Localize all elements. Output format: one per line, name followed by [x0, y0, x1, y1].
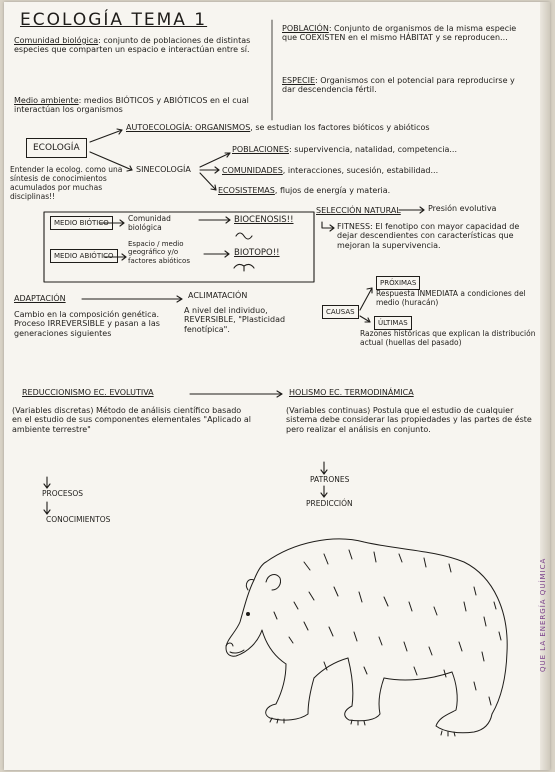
notebook-page [4, 2, 550, 770]
ultimas-box: ÚLTIMAS [374, 316, 412, 330]
autoecologia-line [126, 123, 526, 132]
poblaciones-branch [232, 145, 532, 154]
biotopo-label: BIOTOPO!! [234, 248, 280, 258]
medio-text: : medios BIÓTICOS y ABIÓTICOS en el cual interactúan los organismos [14, 96, 249, 115]
ecologia-box: ECOLOGÍA [26, 138, 87, 158]
autoecologia-label: AUTOECOLOGÍA: ORGANISMOS [126, 123, 251, 132]
patrones-label: PATRONES [310, 475, 350, 484]
arrow-ecosistemas [200, 173, 216, 190]
entender-note: Entender la ecolog. como una síntesis de conocimientos acumulados por muchas disciplinas!! [10, 165, 123, 201]
side-margin-text: QUE LA ENERGÍA QUÍMICA [539, 557, 547, 672]
aclimatacion-text: A nivel del individuo, REVERSIBLE, "Plasticidad fenotípica". [184, 306, 286, 334]
medio-definition [14, 96, 264, 115]
arrow-proximas [360, 288, 372, 310]
poblacion-text: : Conjunto de organismos de la misma especie que COEXISTEN en el mismo HÁBITAT y se reproducen... [282, 24, 517, 43]
presion-evolutiva: Presión evolutiva [428, 204, 497, 213]
biotico-middle: Comunidad biológica [128, 214, 171, 232]
arrow-poblaciones [200, 153, 230, 167]
poblacion-definition [282, 24, 522, 43]
sketch-layer [4, 2, 550, 770]
proximas-box: PRÓXIMAS [376, 276, 420, 290]
comunidades-branch [222, 166, 532, 175]
procesos-label: PROCESOS [42, 489, 84, 498]
fitness-definition: FITNESS: El fenotipo con mayor capacidad de dejar descendientes con características que mejoran la supervivencia. [337, 222, 520, 250]
comunidad-definition [14, 36, 264, 55]
especie-term: ESPECIE [282, 76, 316, 85]
especie-definition [282, 76, 522, 95]
arrow-autoecologia [90, 130, 122, 142]
ecosistemas-branch [218, 186, 528, 195]
bear-drawing [226, 539, 507, 736]
adaptacion-text: Cambio en la composición genética. Proceso IRREVERSIBLE y pasan a las generaciones siguientes [14, 310, 160, 338]
comunidad-text: : conjunto de poblaciones de distintas especies que comparten un espacio e interactúan entre sí. [14, 36, 251, 55]
medio-term: Medio ambiente [14, 96, 79, 105]
medio-biotico-box: MEDIO BIÓTICO [50, 216, 113, 230]
adaptacion-label: ADAPTACIÓN [14, 294, 66, 303]
comunidades-text: , interacciones, sucesión, estabilidad... [282, 166, 439, 175]
autoecologia-text: , se estudian los factores bióticos y abióticos [250, 123, 430, 132]
ultimas-text: Razones históricas que explican la distribución actual (huellas del pasado) [360, 329, 536, 347]
conocimientos-label: CONOCIMIENTOS [46, 515, 111, 524]
holismo-label: HOLISMO EC. TERMODINÁMICA [289, 388, 414, 397]
reduccionismo-label: REDUCCIONISMO EC. EVOLUTIVA [22, 388, 154, 397]
page-title: ECOLOGÍA TEMA 1 [20, 10, 208, 30]
holismo-text: (Variables continuas) Postula que el estudio de cualquier sistema debe considerar las propiedades y las partes de éste pero realizar el análisis en conjunto. [286, 406, 532, 434]
poblaciones-label: POBLACIONES [232, 145, 289, 154]
prediccion-label: PREDICCIÓN [306, 499, 353, 508]
poblacion-term: POBLACIÓN [282, 24, 329, 33]
abiotico-middle: Espacio / medio geográfico y/o factores abióticos [128, 240, 190, 265]
aclimatacion-label: ACLIMATACIÓN [188, 291, 248, 300]
seleccion-label: SELECCIÓN NATURAL [316, 206, 401, 215]
medio-abiotico-box: MEDIO ABIÓTICO [50, 249, 118, 263]
ecosistemas-label: ECOSISTEMAS [218, 186, 275, 195]
sinecologia-label: SINECOLOGÍA [136, 165, 191, 174]
causas-box: CAUSAS [322, 305, 359, 319]
proximas-text: Respuesta INMEDIATA a condiciones del medio (huracán) [376, 289, 526, 307]
comunidad-term: Comunidad biológica [14, 36, 99, 45]
biocenosis-label: BIOCENOSIS!! [234, 215, 294, 225]
reduccionismo-text: (Variables discretas) Método de análisis científico basado en el estudio de sus componentes elementales "Aplicado al ambiente terrestre" [12, 406, 252, 434]
comunidades-label: COMUNIDADES [222, 166, 283, 175]
ecosistemas-text: , flujos de energía y materia. [274, 186, 391, 195]
poblaciones-text: : supervivencia, natalidad, competencia... [288, 145, 457, 154]
especie-text: : Organismos con el potencial para reproducirse y dar descendencia fértil. [282, 76, 515, 95]
